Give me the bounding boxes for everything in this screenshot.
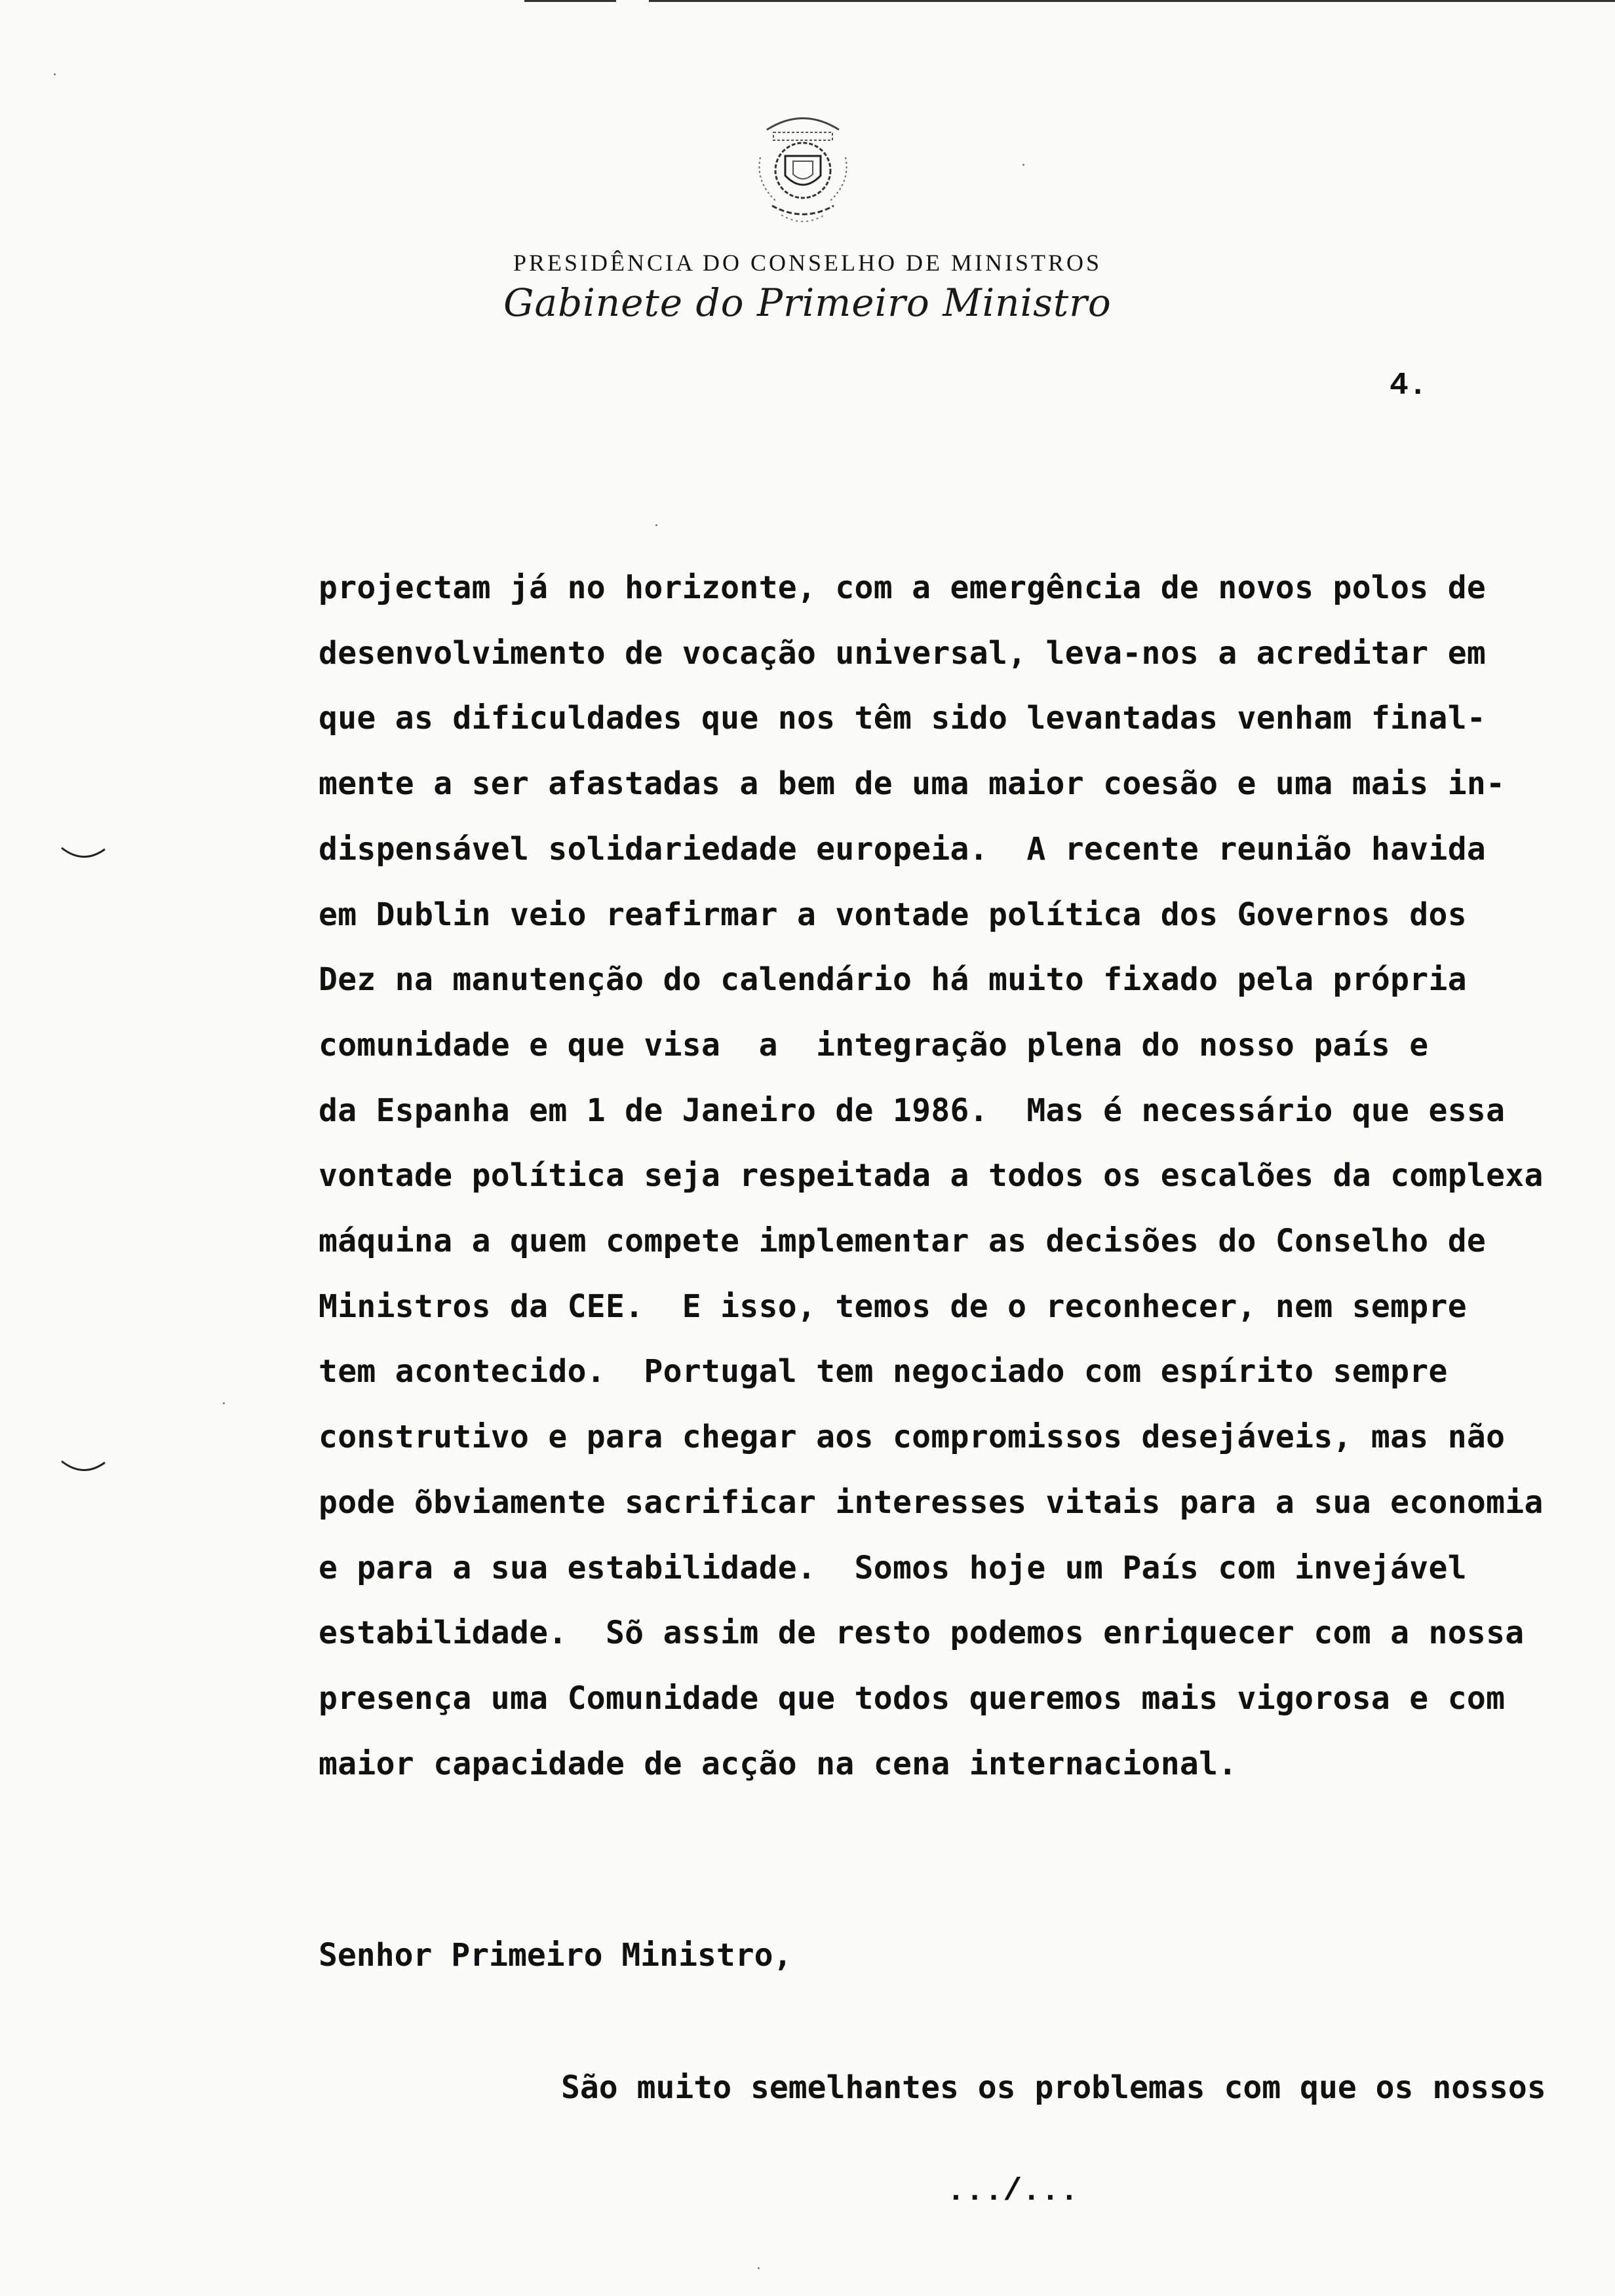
continuation-line: São muito semelhantes os problemas com que os nossos bbox=[561, 2069, 1546, 2106]
punch-hole-mark-icon bbox=[60, 1459, 106, 1474]
continuation-marker: .../... bbox=[946, 2174, 1079, 2210]
crest-icon bbox=[741, 110, 865, 235]
scan-speck bbox=[54, 73, 56, 75]
body-line: máquina a quem compete implementar as decisões do Conselho de bbox=[319, 1223, 1487, 1260]
letterhead-subtitle: Gabinete do Primeiro Ministro bbox=[503, 280, 1112, 325]
body-line: tem acontecido. Portugal tem negociado com espírito sempre bbox=[319, 1353, 1448, 1390]
body-line: maior capacidade de acção na cena internacional. bbox=[319, 1745, 1237, 1782]
body-line: comunidade e que visa a integração plena do nosso país e bbox=[319, 1026, 1429, 1063]
body-line: que as dificuldades que nos têm sido levantadas venham final- bbox=[319, 700, 1487, 737]
page-number: 4. bbox=[1390, 368, 1428, 404]
body-line: pode õbviamente sacrificar interesses vitais para a sua economia bbox=[319, 1483, 1544, 1521]
body-line: em Dublin veio reafirmar a vontade política dos Governos dos bbox=[319, 896, 1467, 933]
scan-edge-line bbox=[524, 0, 616, 2]
body-line: desenvolvimento de vocação universal, leva-nos a acreditar em bbox=[319, 634, 1487, 672]
body-line: projectam já no horizonte, com a emergência de novos polos de bbox=[319, 569, 1487, 606]
salutation: Senhor Primeiro Ministro, bbox=[319, 1937, 792, 1974]
body-line: dispensável solidariedade europeia. A recente reunião havida bbox=[319, 830, 1487, 868]
body-line: mente a ser afastadas a bem de uma maior coesão e uma mais in- bbox=[319, 765, 1506, 803]
letterhead-title: PRESIDÊNCIA DO CONSELHO DE MINISTROS bbox=[513, 250, 1102, 276]
body-line: estabilidade. Sõ assim de resto podemos enriquecer com a nossa bbox=[319, 1615, 1525, 1652]
scan-speck bbox=[655, 524, 657, 526]
scan-speck bbox=[1022, 164, 1024, 166]
body-line: vontade política seja respeitada a todos os escalões da complexa bbox=[319, 1157, 1544, 1195]
body-line: presença uma Comunidade que todos queremos mais vigorosa e com bbox=[319, 1679, 1506, 1717]
body-line: construtivo e para chegar aos compromissos desejáveis, mas não bbox=[319, 1419, 1506, 1456]
scan-edge-line bbox=[649, 0, 1615, 2]
body-line: Dez na manutenção do calendário há muito fixado pela própria bbox=[319, 961, 1467, 999]
punch-hole-mark-icon bbox=[60, 845, 106, 861]
body-line: e para a sua estabilidade. Somos hoje um País com invejável bbox=[319, 1549, 1467, 1586]
scan-speck bbox=[223, 1402, 225, 1404]
body-line: da Espanha em 1 de Janeiro de 1986. Mas é necessário que essa bbox=[319, 1092, 1506, 1129]
letter-body bbox=[319, 556, 1610, 1797]
body-line: Ministros da CEE. E isso, temos de o reconhecer, nem sempre bbox=[319, 1288, 1467, 1325]
scan-speck bbox=[758, 2267, 760, 2269]
